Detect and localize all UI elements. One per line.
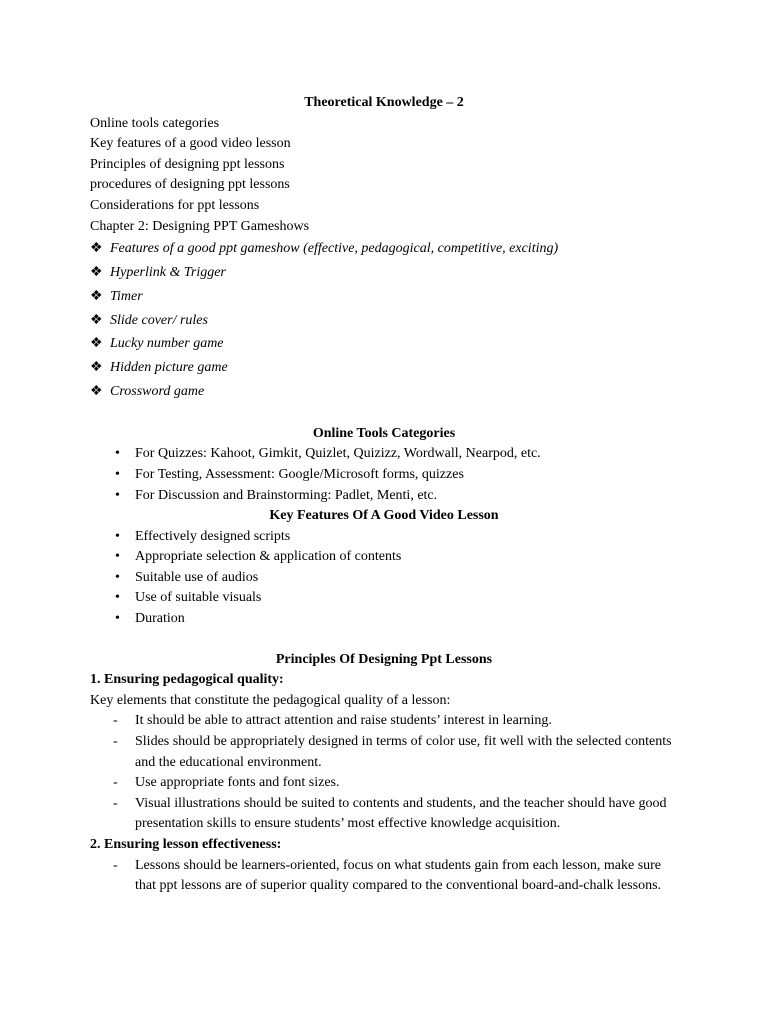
list-item bbox=[90, 609, 678, 630]
bullet-icon: • bbox=[115, 446, 120, 462]
section-intro: Key elements that constitute the pedagogical quality of a lesson: bbox=[90, 692, 451, 708]
list-item-text: For Quizzes: Kahoot, Gimkit, Quizlet, Quizizz, Wordwall, Nearpod, etc. bbox=[135, 446, 541, 462]
diamond-bullet-icon: ❖ bbox=[90, 383, 103, 399]
list-item bbox=[90, 444, 678, 465]
list-item-text: Slide cover/ rules bbox=[110, 312, 208, 328]
intro-line: procedures of designing ppt lessons bbox=[90, 177, 290, 193]
list-item bbox=[90, 332, 678, 356]
dash-bullet-icon: - bbox=[113, 857, 118, 873]
list-item-text: For Discussion and Brainstorming: Padlet, Menti, etc. bbox=[135, 487, 438, 503]
list-item bbox=[90, 237, 678, 261]
list-item-text: Hidden picture game bbox=[110, 360, 228, 376]
intro-line: Considerations for ppt lessons bbox=[90, 197, 260, 213]
pedagogical-quality-list bbox=[90, 711, 678, 835]
list-item bbox=[90, 309, 678, 333]
intro-line: Chapter 2: Designing PPT Gameshows bbox=[90, 218, 310, 234]
list-item-text: It should be able to attract attention and raise students’ interest in learning. bbox=[135, 713, 552, 729]
list-item-text: Lessons should be learners-oriented, focus on what students gain from each lesson, make sure that ppt lessons are of superior quality compared to the conventional board-and-chalk lessons. bbox=[135, 857, 662, 894]
bullet-icon: • bbox=[115, 487, 120, 503]
list-item bbox=[90, 773, 678, 794]
diamond-bullet-icon: ❖ bbox=[90, 264, 103, 280]
list-item bbox=[90, 380, 678, 404]
intro-list bbox=[90, 114, 678, 238]
list-item-text: Timer bbox=[110, 288, 143, 304]
list-item-text: Effectively designed scripts bbox=[135, 528, 291, 544]
bullet-icon: • bbox=[115, 528, 120, 544]
intro-line: Online tools categories bbox=[90, 115, 220, 131]
list-item bbox=[90, 547, 678, 568]
list-item bbox=[90, 568, 678, 589]
list-item bbox=[90, 711, 678, 732]
list-item-text: Lucky number game bbox=[110, 336, 224, 352]
section-title: 1. Ensuring pedagogical quality: bbox=[90, 672, 284, 688]
list-item bbox=[90, 285, 678, 309]
dash-bullet-icon: - bbox=[113, 713, 118, 729]
diamond-bullet-icon: ❖ bbox=[90, 288, 103, 304]
diamond-bullet-icon: ❖ bbox=[90, 336, 103, 352]
list-item bbox=[90, 856, 678, 897]
bullet-icon: • bbox=[115, 466, 120, 482]
list-item-text: Duration bbox=[135, 611, 185, 627]
diamond-bullet-icon: ❖ bbox=[90, 360, 103, 376]
intro-line: Principles of designing ppt lessons bbox=[90, 156, 285, 172]
list-item-text: Use appropriate fonts and font sizes. bbox=[135, 775, 340, 791]
bullet-icon: • bbox=[115, 569, 120, 585]
dash-bullet-icon: - bbox=[113, 795, 118, 811]
list-item-text: Appropriate selection & application of contents bbox=[135, 549, 402, 565]
list-item-text: Features of a good ppt gameshow (effective, pedagogical, competitive, exciting) bbox=[110, 241, 559, 257]
diamond-bullet-icon: ❖ bbox=[90, 241, 103, 257]
list-item bbox=[90, 794, 678, 835]
bullet-icon: • bbox=[115, 590, 120, 606]
list-item-text: Slides should be appropriately designed in terms of color use, fit well with the selected contents and the educational environment. bbox=[135, 734, 672, 770]
video-lesson-list bbox=[90, 527, 678, 630]
principles-heading: Principles Of Designing Ppt Lessons bbox=[275, 651, 493, 667]
bullet-icon: • bbox=[115, 611, 120, 627]
list-item bbox=[90, 356, 678, 380]
list-item bbox=[90, 486, 678, 507]
list-item bbox=[90, 465, 678, 486]
list-item bbox=[90, 261, 678, 285]
list-item-text: For Testing, Assessment: Google/Microsoft forms, quizzes bbox=[135, 466, 464, 482]
lesson-effectiveness-list bbox=[90, 856, 678, 897]
video-lesson-heading: Key Features Of A Good Video Lesson bbox=[269, 508, 499, 524]
online-tools-list bbox=[90, 444, 678, 506]
list-item-text: Visual illustrations should be suited to contents and students, and the teacher should have good presentation skills to ensure students’ most effective knowledge acquisition. bbox=[135, 795, 667, 832]
list-item bbox=[90, 527, 678, 548]
document-title: Theoretical Knowledge – 2 bbox=[304, 95, 464, 110]
diamond-bullet-icon: ❖ bbox=[90, 312, 103, 328]
list-item-text: Use of suitable visuals bbox=[135, 590, 262, 606]
list-item bbox=[90, 588, 678, 609]
list-item bbox=[90, 732, 678, 773]
section-title: 2. Ensuring lesson effectiveness: bbox=[90, 837, 282, 853]
list-item-text: Hyperlink & Trigger bbox=[110, 264, 226, 280]
dash-bullet-icon: - bbox=[113, 734, 118, 750]
bullet-icon: • bbox=[115, 549, 120, 565]
intro-line: Key features of a good video lesson bbox=[90, 136, 291, 152]
list-item-text: Crossword game bbox=[110, 383, 205, 399]
list-item-text: Suitable use of audios bbox=[135, 569, 259, 585]
gameshow-feature-list bbox=[90, 237, 678, 404]
online-tools-heading: Online Tools Categories bbox=[312, 425, 456, 441]
dash-bullet-icon: - bbox=[113, 775, 118, 791]
